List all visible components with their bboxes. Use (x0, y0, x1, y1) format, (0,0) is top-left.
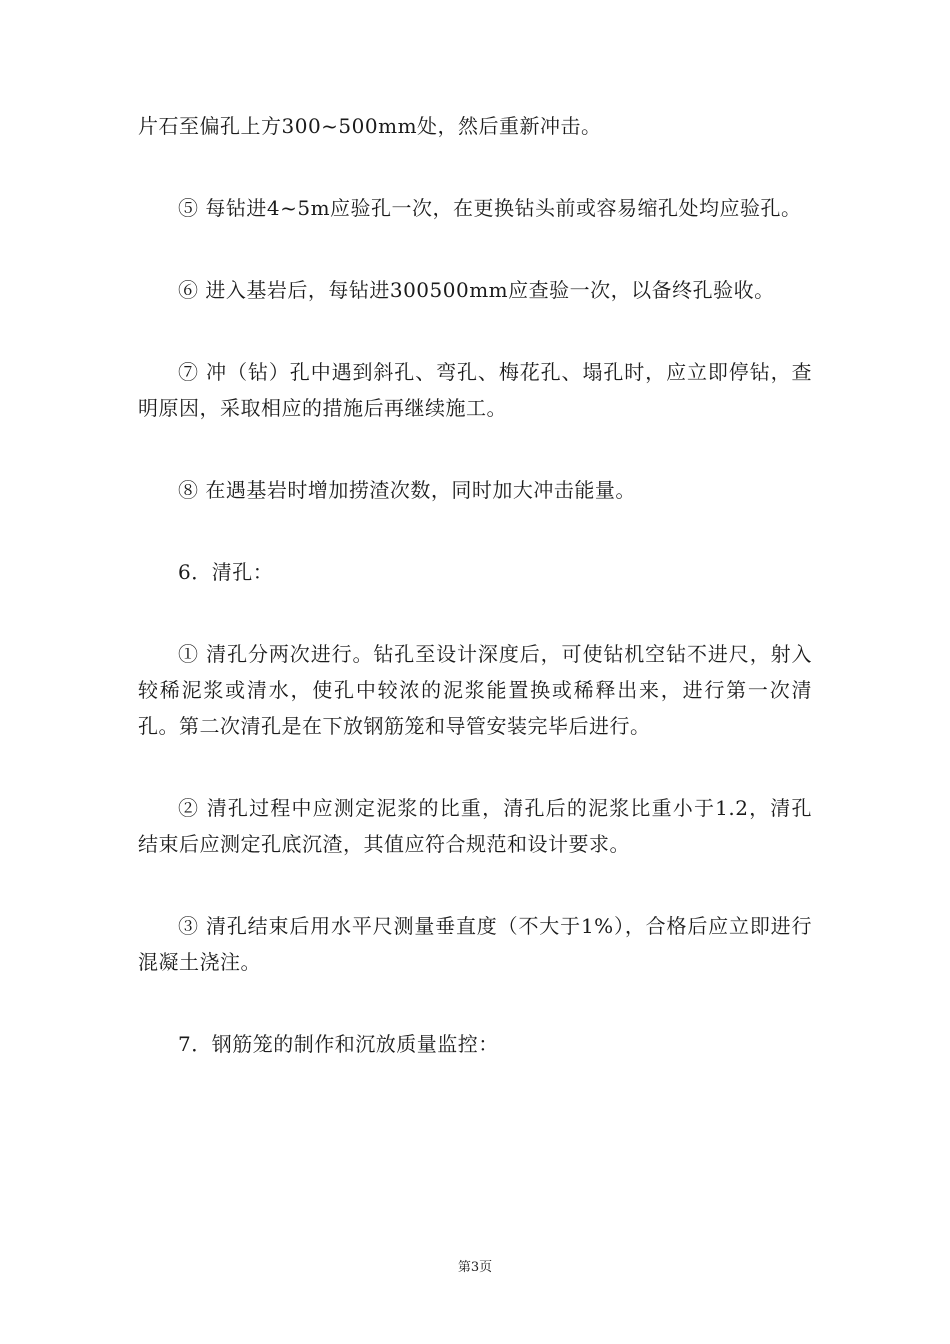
paragraph-item-5: ⑤ 每钻进4~5m应验孔一次，在更换钻头前或容易缩孔处均应验孔。 (178, 196, 802, 220)
paragraph-item-6: ⑥ 进入基岩后，每钻进300500mm应查验一次，以备终孔验收。 (178, 278, 775, 302)
paragraph-item-7: ⑦ 冲（钻）孔中遇到斜孔、弯孔、梅花孔、塌孔时，应立即停钻，查明原因，采取相应的措施后再继续施工。 (138, 360, 812, 420)
section-heading-7: 7．钢筋笼的制作和沉放质量监控： (178, 1032, 499, 1056)
section-heading-6: 6．清孔： (178, 560, 274, 584)
paragraph-item-8: ⑧ 在遇基岩时增加捞渣次数，同时加大冲击能量。 (178, 478, 636, 502)
paragraph-cleaning-1: ① 清孔分两次进行。钻孔至设计深度后，可使钻机空钻不进尺，射入较稀泥浆或清水，使孔中较浓的泥浆能置换或稀释出来，进行第一次清孔。第二次清孔是在下放钢筋笼和导管安装完毕后进行。 (138, 642, 812, 738)
paragraph-cleaning-2: ② 清孔过程中应测定泥浆的比重，清孔后的泥浆比重小于1.2，清孔结束后应测定孔底沉渣，其值应符合规范和设计要求。 (138, 796, 812, 856)
paragraph-continuation: 片石至偏孔上方300~500mm处，然后重新冲击。 (138, 114, 602, 138)
document-body (138, 108, 812, 1062)
paragraph-cleaning-3: ③ 清孔结束后用水平尺测量垂直度（不大于1%），合格后应立即进行混凝土浇注。 (138, 914, 812, 974)
page-number: 第3页 (457, 1260, 493, 1275)
